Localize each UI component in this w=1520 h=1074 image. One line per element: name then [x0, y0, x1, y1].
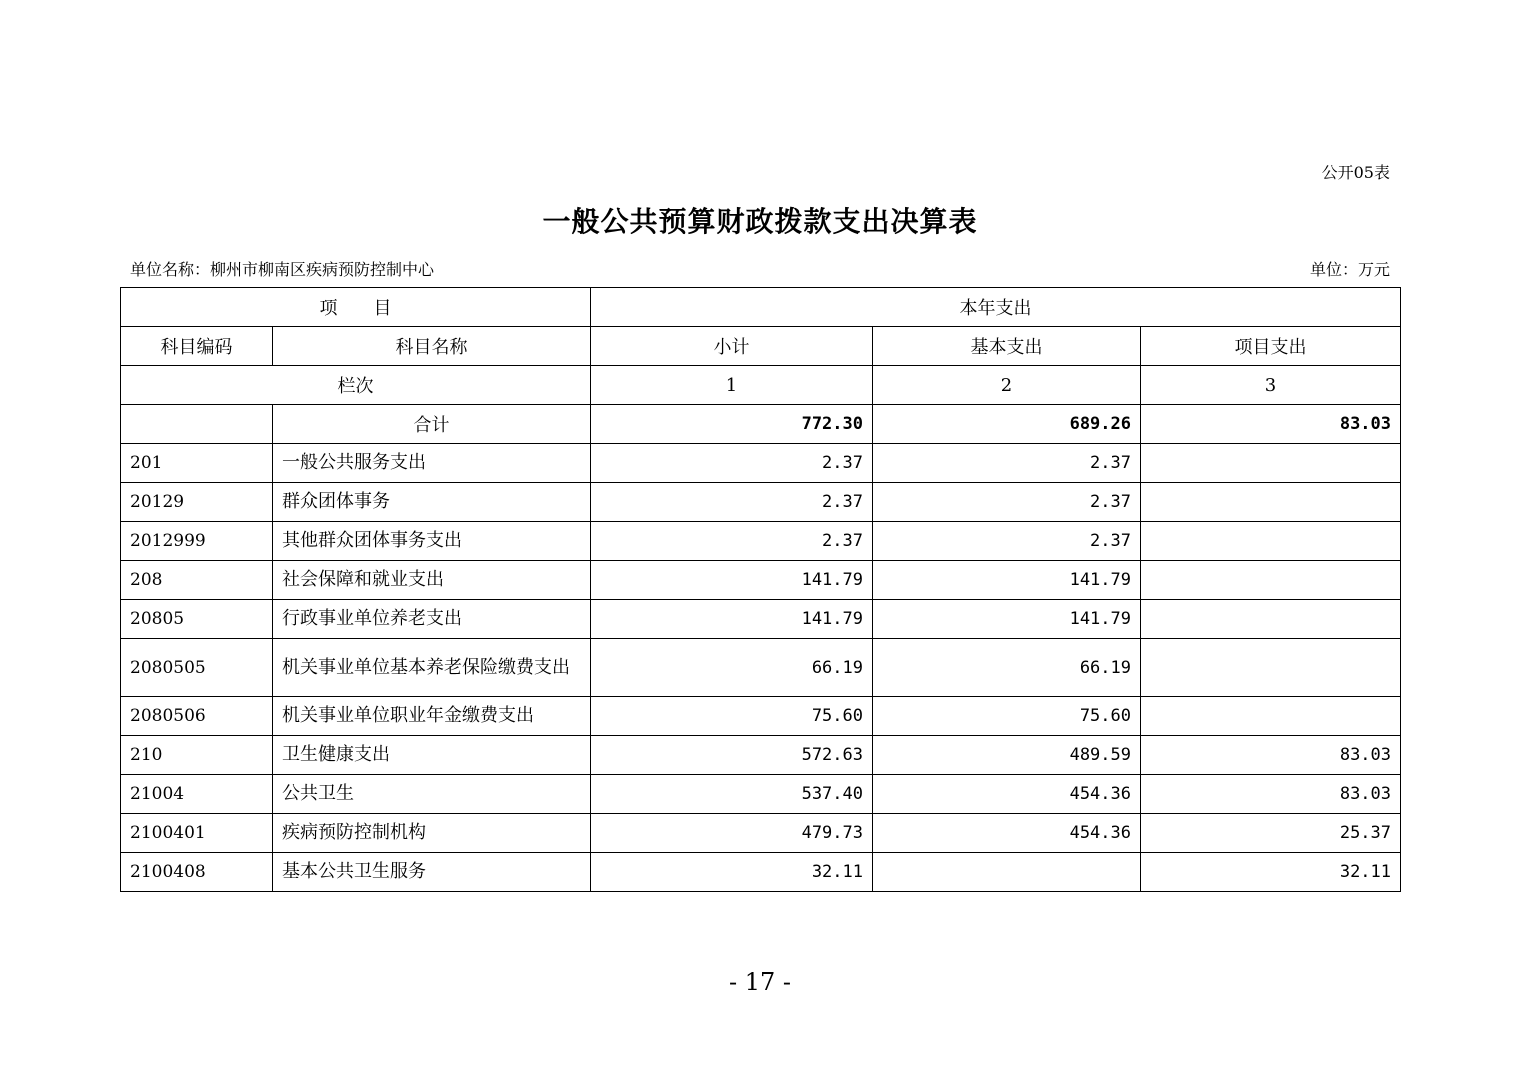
row-basic: 454.36: [873, 775, 1141, 814]
total-code: [121, 405, 273, 444]
row-code: 2100401: [121, 814, 273, 853]
unit-name: 单位名称：柳州市柳南区疾病预防控制中心: [130, 260, 435, 279]
total-subtotal: 772.30: [591, 405, 873, 444]
row-name: 卫生健康支出: [273, 736, 591, 775]
row-project: [1141, 639, 1401, 697]
row-code: 2100408: [121, 853, 273, 892]
row-name: 一般公共服务支出: [273, 444, 591, 483]
row-project: 83.03: [1141, 736, 1401, 775]
row-code: 20805: [121, 600, 273, 639]
row-name: 疾病预防控制机构: [273, 814, 591, 853]
row-subtotal: 572.63: [591, 736, 873, 775]
row-name: 基本公共卫生服务: [273, 853, 591, 892]
row-basic: 141.79: [873, 561, 1141, 600]
row-name: 公共卫生: [273, 775, 591, 814]
row-subtotal: 141.79: [591, 600, 873, 639]
row-subtotal: 75.60: [591, 697, 873, 736]
header-row-1: [121, 288, 1401, 327]
header-col1: 1: [591, 366, 873, 405]
row-project: [1141, 561, 1401, 600]
row-subtotal: 141.79: [591, 561, 873, 600]
row-name: 机关事业单位职业年金缴费支出: [273, 697, 591, 736]
form-number: 公开05表: [1321, 163, 1390, 182]
row-basic: 2.37: [873, 483, 1141, 522]
row-code: 2080506: [121, 697, 273, 736]
total-label: 合计: [273, 405, 591, 444]
table-row: [121, 444, 1401, 483]
currency-unit: 单位：万元: [1309, 260, 1390, 279]
row-name: 机关事业单位基本养老保险缴费支出: [273, 639, 591, 697]
row-subtotal: 479.73: [591, 814, 873, 853]
row-basic: 2.37: [873, 522, 1141, 561]
table-row: [121, 775, 1401, 814]
row-code: 201: [121, 444, 273, 483]
row-name: 社会保障和就业支出: [273, 561, 591, 600]
total-row: [121, 405, 1401, 444]
table-row: [121, 697, 1401, 736]
row-basic: 75.60: [873, 697, 1141, 736]
header-item: 项 目: [121, 288, 591, 327]
budget-table: [120, 287, 1401, 892]
row-basic: 141.79: [873, 600, 1141, 639]
row-project: [1141, 600, 1401, 639]
page-number: - 17 -: [728, 968, 791, 996]
table-row: [121, 600, 1401, 639]
row-code: 2012999: [121, 522, 273, 561]
table-row: [121, 483, 1401, 522]
header-row-3: [121, 366, 1401, 405]
row-code: 208: [121, 561, 273, 600]
header-column-no: 栏次: [121, 366, 591, 405]
row-name: 行政事业单位养老支出: [273, 600, 591, 639]
row-project: 25.37: [1141, 814, 1401, 853]
total-project: 83.03: [1141, 405, 1401, 444]
header-basic: 基本支出: [873, 327, 1141, 366]
table-row: [121, 736, 1401, 775]
total-basic: 689.26: [873, 405, 1141, 444]
row-name: 群众团体事务: [273, 483, 591, 522]
row-subtotal: 537.40: [591, 775, 873, 814]
table-row: [121, 814, 1401, 853]
table-row: [121, 561, 1401, 600]
row-code: 2080505: [121, 639, 273, 697]
row-project: [1141, 444, 1401, 483]
row-project: 32.11: [1141, 853, 1401, 892]
header-current-year: 本年支出: [591, 288, 1401, 327]
row-code: 21004: [121, 775, 273, 814]
row-project: [1141, 697, 1401, 736]
row-basic: [873, 853, 1141, 892]
header-col3: 3: [1141, 366, 1401, 405]
header-col2: 2: [873, 366, 1141, 405]
row-basic: 66.19: [873, 639, 1141, 697]
row-subtotal: 66.19: [591, 639, 873, 697]
row-code: 210: [121, 736, 273, 775]
header-code: 科目编码: [121, 327, 273, 366]
row-basic: 489.59: [873, 736, 1141, 775]
header-subtotal: 小计: [591, 327, 873, 366]
table-row: [121, 639, 1401, 697]
row-basic: 454.36: [873, 814, 1141, 853]
row-code: 20129: [121, 483, 273, 522]
header-row-2: [121, 327, 1401, 366]
row-project: [1141, 483, 1401, 522]
page-title: 一般公共预算财政拨款支出决算表: [542, 205, 978, 238]
row-name: 其他群众团体事务支出: [273, 522, 591, 561]
table-row: [121, 853, 1401, 892]
row-basic: 2.37: [873, 444, 1141, 483]
row-subtotal: 2.37: [591, 522, 873, 561]
row-project: [1141, 522, 1401, 561]
row-project: 83.03: [1141, 775, 1401, 814]
row-subtotal: 2.37: [591, 444, 873, 483]
header-name: 科目名称: [273, 327, 591, 366]
table-row: [121, 522, 1401, 561]
row-subtotal: 32.11: [591, 853, 873, 892]
header-project: 项目支出: [1141, 327, 1401, 366]
row-subtotal: 2.37: [591, 483, 873, 522]
